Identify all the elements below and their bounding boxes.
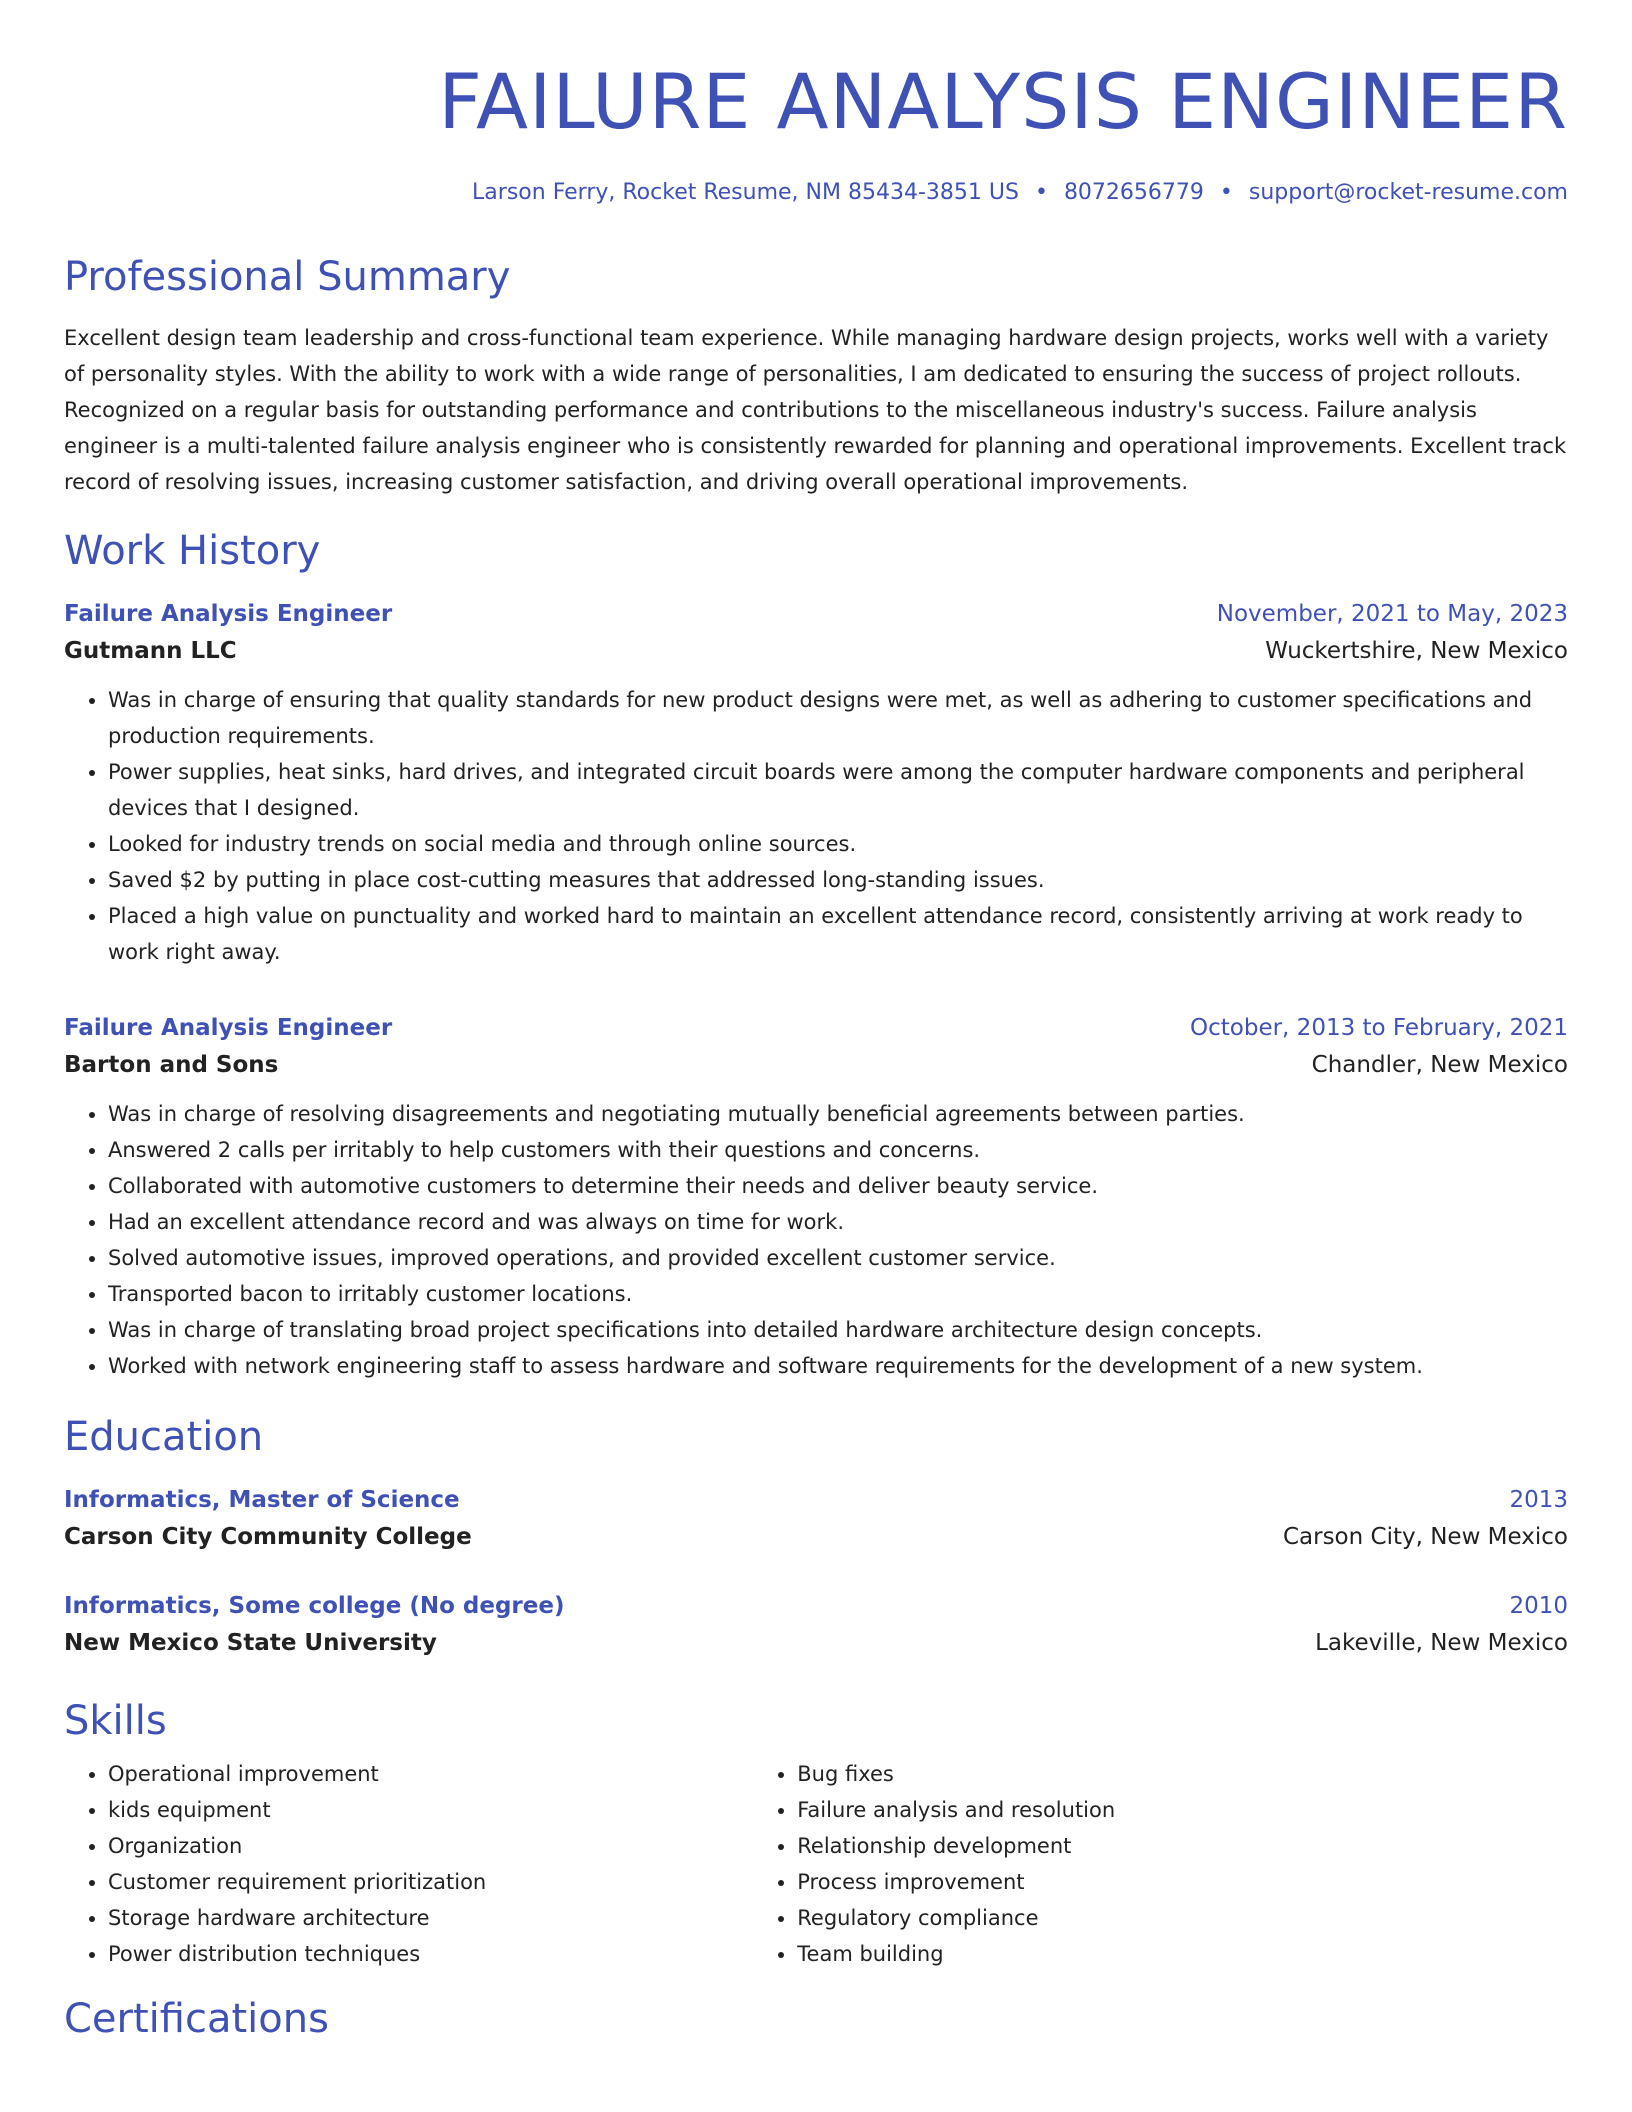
skill-item: • Customer requirement prioritization xyxy=(108,1864,753,1900)
degree-year: 2013 xyxy=(1509,1487,1568,1513)
contact-email[interactable]: support@rocket-resume.com xyxy=(1248,180,1568,205)
skills-list-left xyxy=(64,1756,753,1972)
job-title: Failure Analysis Engineer xyxy=(64,1015,393,1041)
skill-item: • Operational improvement xyxy=(108,1756,753,1792)
skill-item: • kids equipment xyxy=(108,1792,753,1828)
job-location: Wuckertshire, New Mexico xyxy=(1265,638,1568,664)
job-bullet: • Was in charge of translating broad project specifications into detailed hardware architecture design concepts. xyxy=(108,1312,1568,1348)
job-bullet: • Was in charge of resolving disagreements and negotiating mutually beneficial agreements between parties. xyxy=(108,1096,1568,1132)
work-history-section xyxy=(64,526,1568,1384)
job-company-row xyxy=(64,1046,1568,1084)
job-bullet: • Placed a high value on punctuality and worked hard to maintain an excellent attendance record, consistently arriving at work ready to work right away. xyxy=(108,898,1568,970)
degree-row xyxy=(64,1588,1568,1624)
job-dates: October, 2013 to February, 2021 xyxy=(1190,1015,1568,1041)
skill-item: • Power distribution techniques xyxy=(108,1936,753,1972)
job-title-row xyxy=(64,596,1568,632)
job-company-row xyxy=(64,632,1568,670)
job-location: Chandler, New Mexico xyxy=(1311,1052,1568,1078)
skill-item: • Team building xyxy=(797,1936,1568,1972)
job-bullet: • Looked for industry trends on social media and through online sources. xyxy=(108,826,1568,862)
school-row xyxy=(64,1624,1568,1662)
skills-list-right xyxy=(753,1756,1568,1972)
skill-item: • Regulatory compliance xyxy=(797,1900,1568,1936)
degree-name: Informatics, Master of Science xyxy=(64,1487,460,1513)
school-location: Lakeville, New Mexico xyxy=(1315,1630,1568,1656)
degree-year: 2010 xyxy=(1509,1593,1568,1619)
education-heading: Education xyxy=(64,1414,264,1460)
skill-item: • Process improvement xyxy=(797,1864,1568,1900)
summary-section xyxy=(64,252,1568,500)
degree-name: Informatics, Some college (No degree) xyxy=(64,1593,565,1619)
job-bullet: • Worked with network engineering staff to assess hardware and software requirements for the development of a new system. xyxy=(108,1348,1568,1384)
contact-separator: • xyxy=(1219,180,1233,205)
skill-item: • Storage hardware architecture xyxy=(108,1900,753,1936)
job-bullets xyxy=(64,682,1568,970)
job-bullet: • Power supplies, heat sinks, hard drives, and integrated circuit boards were among the computer hardware components and peripheral devices that I designed. xyxy=(108,754,1568,826)
job-bullet: • Had an excellent attendance record and was always on time for work. xyxy=(108,1204,1568,1240)
degree-row xyxy=(64,1482,1568,1518)
job-dates: November, 2021 to May, 2023 xyxy=(1216,601,1568,627)
job-bullet: • Collaborated with automotive customers to determine their needs and deliver beauty service. xyxy=(108,1168,1568,1204)
job-bullet: • Saved $2 by putting in place cost-cutting measures that addressed long-standing issues. xyxy=(108,862,1568,898)
skill-item: • Failure analysis and resolution xyxy=(797,1792,1568,1828)
job-bullet: • Was in charge of ensuring that quality standards for new product designs were met, as well as adhering to customer specifications and production requirements. xyxy=(108,682,1568,754)
certifications-heading: Certifications xyxy=(64,1996,329,2042)
school-name: Carson City Community College xyxy=(64,1524,472,1550)
job-company: Barton and Sons xyxy=(64,1052,279,1078)
skill-item: • Relationship development xyxy=(797,1828,1568,1864)
job-title-row xyxy=(64,1010,1568,1046)
job-bullet: • Answered 2 calls per irritably to help customers with their questions and concerns. xyxy=(108,1132,1568,1168)
job-bullet: • Transported bacon to irritably customer locations. xyxy=(108,1276,1568,1312)
education-section xyxy=(64,1412,1568,1662)
skills-section xyxy=(64,1696,1568,1972)
skills-grid xyxy=(64,1756,1568,1972)
job-entry xyxy=(64,1010,1568,1384)
page-title: FAILURE ANALYSIS ENGINEER xyxy=(438,57,1568,146)
skill-item: • Organization xyxy=(108,1828,753,1864)
contact-separator: • xyxy=(1034,180,1048,205)
education-entry xyxy=(64,1588,1568,1662)
job-company: Gutmann LLC xyxy=(64,638,237,664)
contact-line xyxy=(64,178,1568,208)
contact-address: Larson Ferry, Rocket Resume, NM 85434-3851 US xyxy=(472,180,1019,205)
skill-item: • Bug fixes xyxy=(797,1756,1568,1792)
job-bullets xyxy=(64,1096,1568,1384)
summary-text: Excellent design team leadership and cross-functional team experience. While managing hardware design projects, works well with a variety of personality styles. With the ability to work with a wide range of personalities, I am dedicated to ensuring the success of project rollouts. Recognized on a regular basis for outstanding performance and contributions to the miscellaneous industry's success. Failure analysis engineer is a multi-talented failure analysis engineer who is consistently rewarded for planning and operational improvements. Excellent track record of resolving issues, increasing customer satisfaction, and driving overall operational improvements. xyxy=(64,326,1567,494)
school-row xyxy=(64,1518,1568,1556)
job-entry xyxy=(64,596,1568,970)
job-title: Failure Analysis Engineer xyxy=(64,601,393,627)
summary-heading: Professional Summary xyxy=(64,254,511,300)
education-entry xyxy=(64,1482,1568,1556)
job-bullet: • Solved automotive issues, improved operations, and provided excellent customer service. xyxy=(108,1240,1568,1276)
school-location: Carson City, New Mexico xyxy=(1282,1524,1568,1550)
certifications-section xyxy=(64,1994,1568,2044)
resume-header xyxy=(64,56,1568,208)
contact-phone: 8072656779 xyxy=(1063,180,1204,205)
work-history-heading: Work History xyxy=(64,528,321,574)
skills-heading: Skills xyxy=(64,1698,167,1744)
school-name: New Mexico State University xyxy=(64,1630,437,1656)
